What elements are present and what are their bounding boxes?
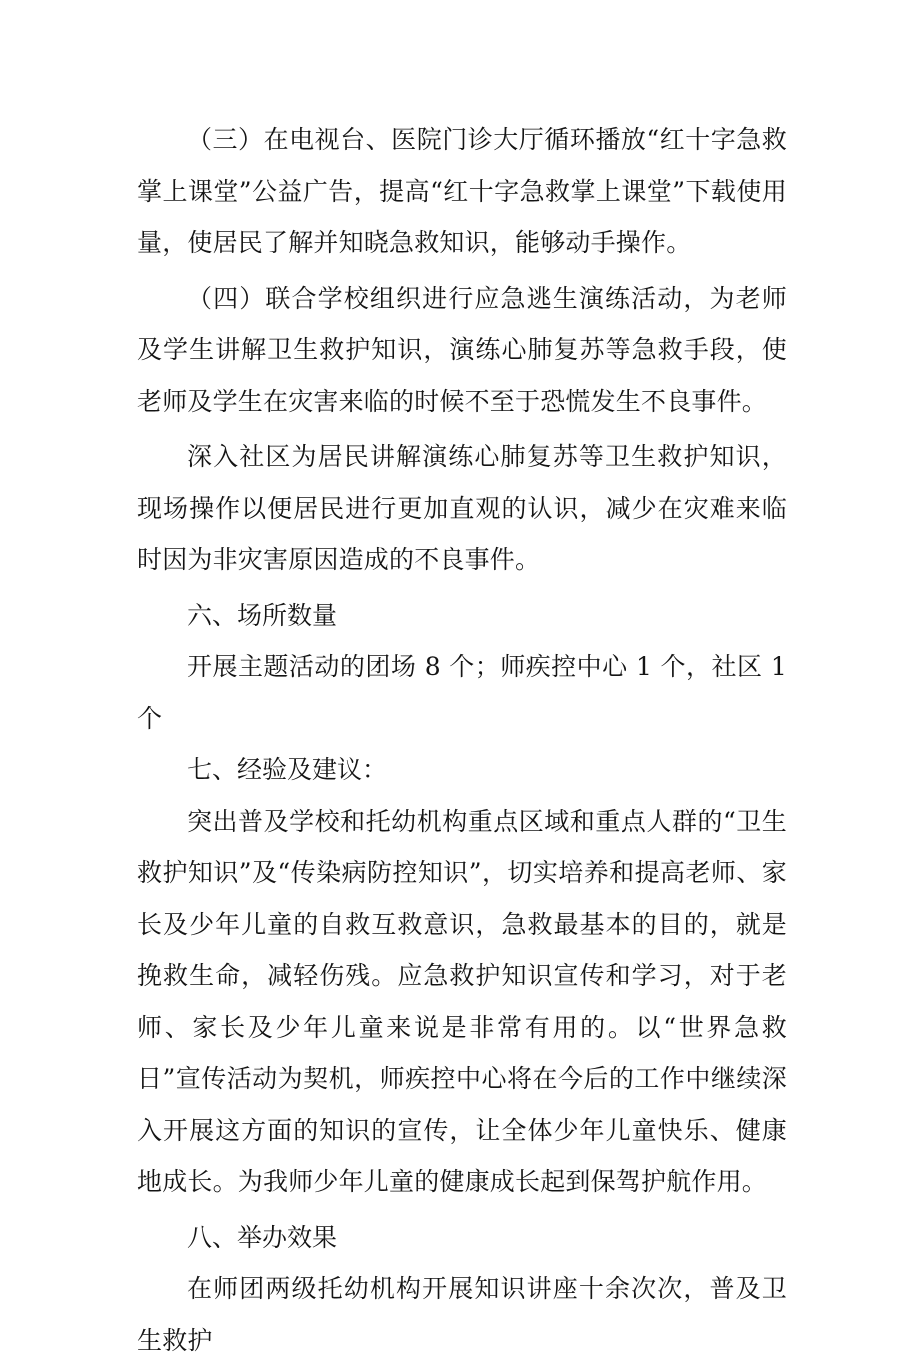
section-heading-venue-count: 六、场所数量 <box>187 600 338 630</box>
paragraph-community-training: 深入社区为居民讲解演练心肺复苏等卫生救护知识，现场操作以便居民进行更加直观的认识，减少在灾难来临时因为非灾害原因造成的不良事件。 <box>137 442 787 574</box>
paragraph-results: 在师团两级托幼机构开展知识讲座十余次次，普及卫生救护 <box>137 1274 787 1355</box>
paragraph-tv-hospital-broadcast: （三）在电视台、医院门诊大厅循环播放“红十字急救掌上课堂”公益广告，提高“红十字急救掌上课堂”下载使用量，使居民了解并知晓急救知识，能够动手操作。 <box>137 125 787 257</box>
section-heading-results: 八、举办效果 <box>187 1222 338 1252</box>
paragraph-venue-count: 开展主题活动的团场 8 个；师疾控中心 1 个，社区 1 个 <box>137 652 787 733</box>
paragraph-experience-suggestions: 突出普及学校和托幼机构重点区域和重点人群的“卫生救护知识”及“传染病防控知识”，切实培养和提高老师、家长及少年儿童的自救互救意识，急救最基本的目的，就是挽救生命，减轻伤残。应急救护知识宣传和学习，对于老师、家长及少年儿童来说是非常有用的。以“世界急救日”宣传活动为契机，师疾控中心将在今后的工作中继续深入开展这方面的知识的宣传，让全体少年儿童快乐、健康地成长。为我师少年儿童的健康成长起到保驾护航作用。 <box>137 806 787 1196</box>
section-heading-experience: 七、经验及建议： <box>187 755 388 784</box>
paragraph-school-drill: （四）联合学校组织进行应急逃生演练活动，为老师及学生讲解卫生救护知识，演练心肺复苏等急救手段，使老师及学生在灾害来临的时候不至于恐慌发生不良事件。 <box>137 283 787 416</box>
document-body <box>137 114 787 1366</box>
